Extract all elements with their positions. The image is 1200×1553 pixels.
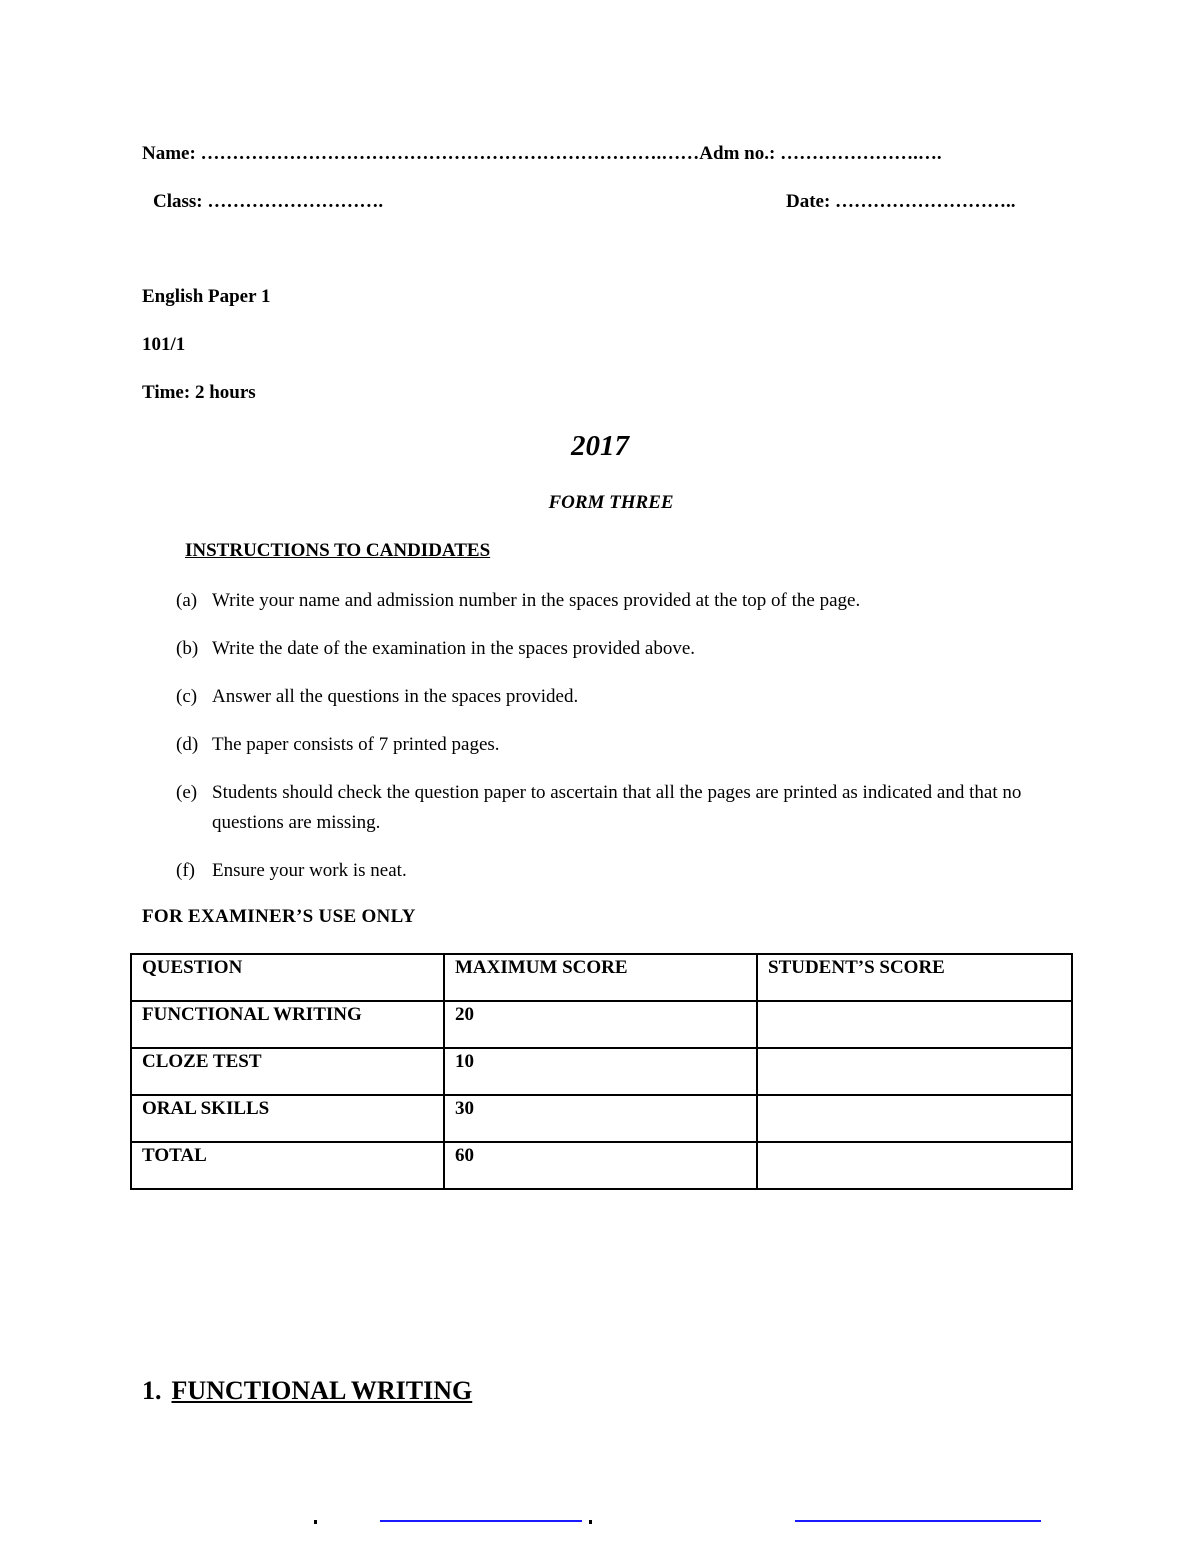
paper-time: Time: 2 hours (142, 382, 256, 403)
footer-link[interactable] (795, 1520, 1041, 1522)
instruction-label: (f) (176, 860, 195, 881)
examiner-heading: FOR EXAMINER’S USE ONLY (142, 906, 416, 927)
max-score-cell: 30 (444, 1095, 757, 1142)
instruction-label: (c) (176, 686, 198, 707)
instruction-item (176, 682, 1056, 712)
name-field-line: Name: ……………………………………………………………….……Adm no.: ………………….…. (142, 143, 942, 164)
exam-year: 2017 (571, 430, 629, 462)
section-heading (142, 1376, 472, 1406)
instruction-text: Answer all the questions in the spaces provided. (212, 686, 579, 707)
class-field-line: Class: ………………………. (153, 191, 384, 212)
max-score-cell: 60 (444, 1142, 757, 1189)
instruction-text: Students should check the question paper to ascertain that all the pages are printed as indicated and that no questions are missing. (212, 782, 1022, 833)
footer-dot (589, 1520, 592, 1524)
instruction-item (176, 586, 1056, 616)
paper-title: English Paper 1 (142, 286, 271, 307)
question-cell: ORAL SKILLS (131, 1095, 444, 1142)
student-score-cell (757, 1048, 1072, 1095)
instruction-item (176, 778, 1056, 838)
student-score-cell (757, 1095, 1072, 1142)
student-score-cell (757, 1142, 1072, 1189)
instruction-item (176, 856, 1056, 886)
date-field-line: Date: ……………………….. (786, 191, 1016, 212)
table-row (131, 1001, 1072, 1048)
question-cell: CLOZE TEST (131, 1048, 444, 1095)
score-table (130, 953, 1073, 1190)
instruction-text: Write your name and admission number in the spaces provided at the top of the page. (212, 590, 861, 611)
instruction-text: The paper consists of 7 printed pages. (212, 734, 500, 755)
question-cell: FUNCTIONAL WRITING (131, 1001, 444, 1048)
instruction-label: (e) (176, 782, 198, 803)
instruction-label: (b) (176, 638, 199, 659)
table-row (131, 1142, 1072, 1189)
paper-code: 101/1 (142, 334, 186, 355)
instructions-heading: INSTRUCTIONS TO CANDIDATES (185, 540, 491, 561)
question-cell: TOTAL (131, 1142, 444, 1189)
form-level: FORM THREE (548, 492, 674, 513)
table-row (131, 1048, 1072, 1095)
column-header: MAXIMUM SCORE (444, 954, 757, 1001)
footer-dot (314, 1520, 317, 1524)
instruction-item (176, 634, 1056, 664)
instruction-label: (a) (176, 590, 198, 611)
section-number: 1. (142, 1376, 162, 1405)
table-header-row (131, 954, 1072, 1001)
instruction-item (176, 730, 1056, 760)
instruction-label: (d) (176, 734, 199, 755)
student-score-cell (757, 1001, 1072, 1048)
max-score-cell: 20 (444, 1001, 757, 1048)
section-title: FUNCTIONAL WRITING (171, 1376, 473, 1405)
max-score-cell: 10 (444, 1048, 757, 1095)
column-header: STUDENT’S SCORE (757, 954, 1072, 1001)
column-header: QUESTION (131, 954, 444, 1001)
table-row (131, 1095, 1072, 1142)
instruction-text: Ensure your work is neat. (212, 860, 407, 881)
instruction-text: Write the date of the examination in the spaces provided above. (212, 638, 696, 659)
footer-link[interactable] (380, 1520, 582, 1522)
